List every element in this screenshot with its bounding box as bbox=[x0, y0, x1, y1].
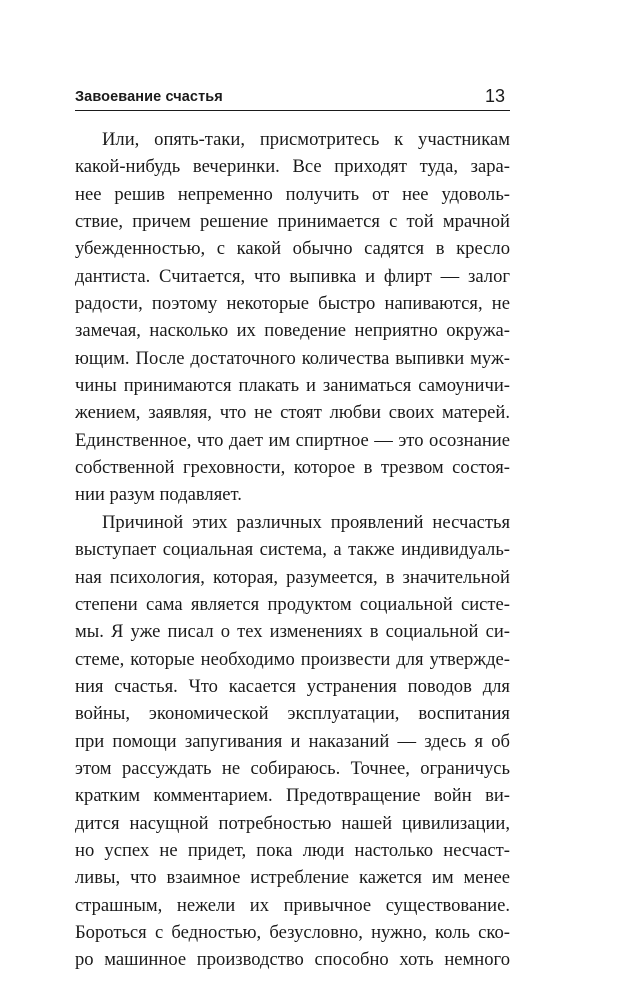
text-line: нее решив непременно получить от нее удоволь- bbox=[75, 183, 510, 205]
text-body bbox=[75, 126, 510, 974]
text-line: какой-нибудь вечеринки. Все приходят туда, зара- bbox=[75, 156, 510, 178]
header-rule bbox=[75, 110, 510, 111]
text-line: Единственное, что дает им спиртное — это осознание bbox=[75, 429, 510, 451]
text-line: радости, поэтому некоторые быстро напиваются, не bbox=[75, 293, 510, 315]
text-line: Причиной этих различных проявлений несчастья bbox=[102, 511, 510, 533]
text-line: замечая, насколько их поведение неприятно окружа- bbox=[75, 320, 510, 342]
text-line: жением, заявляя, что не стоят любви своих матерей. bbox=[75, 402, 510, 424]
text-line: ная психология, которая, разумеется, в значительной bbox=[75, 566, 510, 588]
text-line: Или, опять-таки, присмотритесь к участникам bbox=[102, 129, 510, 150]
running-header bbox=[75, 88, 507, 110]
text-line: собственной греховности, которое в трезвом состоя- bbox=[75, 457, 510, 479]
text-line: страшным, нежели их привычное существование. bbox=[75, 894, 510, 916]
text-line: ливы, что взаимное истребление кажется им менее bbox=[75, 867, 510, 889]
text-line: стеме, которые необходимо произвести для утвержде- bbox=[75, 648, 510, 670]
paragraph-1 bbox=[75, 126, 510, 509]
text-line: ния счастья. Что касается устранения поводов для bbox=[75, 675, 510, 697]
paragraph-2 bbox=[75, 509, 510, 974]
text-line: убежденностью, с какой обычно садятся в кресло bbox=[75, 238, 510, 260]
text-line: но успех не придет, пока люди настолько несчаст- bbox=[75, 839, 510, 861]
text-line: дится насущной потребностью нашей цивилизации, bbox=[75, 812, 510, 834]
text-line: выступает социальная система, а также индивидуаль- bbox=[75, 539, 510, 561]
text-line: ро машинное производство способно хоть немного bbox=[75, 949, 510, 971]
text-line: ющим. После достаточного количества выпивки муж- bbox=[75, 347, 510, 369]
text-line: при помощи запугивания и наказаний — здесь я об bbox=[75, 730, 510, 752]
text-line: этом рассуждать не собираюсь. Точнее, ограничусь bbox=[75, 757, 510, 779]
text-line: дантиста. Считается, что выпивка и флирт — залог bbox=[75, 265, 510, 287]
text-line: войны, экономической эксплуатации, воспитания bbox=[75, 703, 510, 725]
text-line: степени сама является продуктом социальной систе- bbox=[75, 593, 510, 615]
text-line: чины принимаются плакать и заниматься самоуничи- bbox=[75, 375, 510, 397]
text-line: кратким комментарием. Предотвращение войн ви- bbox=[75, 785, 510, 807]
text-line: мы. Я уже писал о тех изменениях в социальной си- bbox=[75, 621, 510, 643]
running-header-title: Завоевание счастья bbox=[75, 89, 223, 105]
text-line: нии разум подавляет. bbox=[75, 484, 242, 506]
page-number: 13 bbox=[484, 86, 505, 106]
text-line: ствие, причем решение принимается с той мрачной bbox=[75, 211, 510, 233]
text-line: Бороться с бедностью, безусловно, нужно, коль ско- bbox=[75, 921, 510, 943]
